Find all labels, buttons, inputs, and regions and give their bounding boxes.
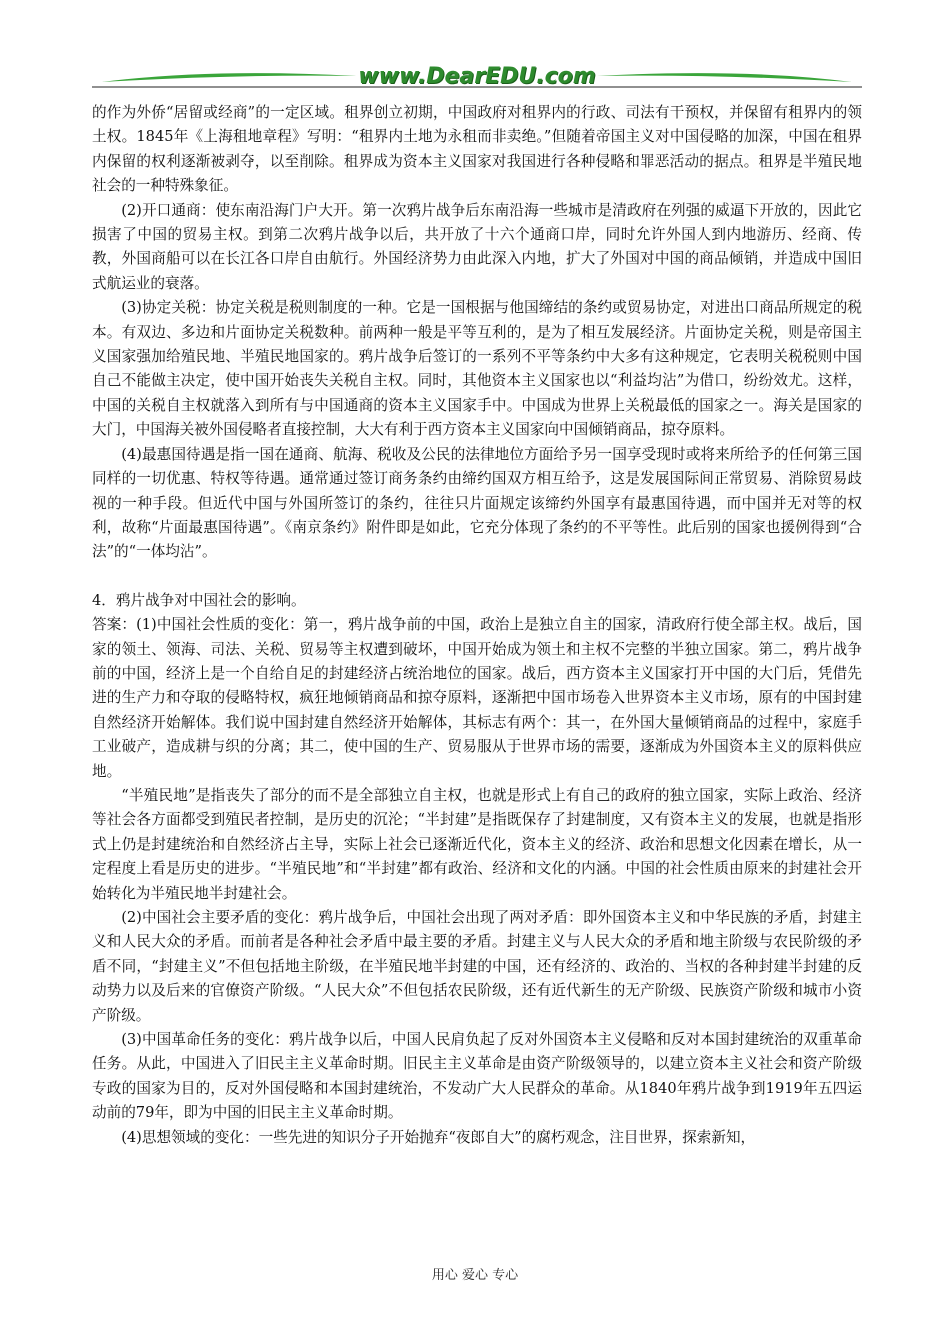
- paragraph-most-favored-nation: (4)最惠国待遇是指一国在通商、航海、税收及公民的法律地位方面给予另一国享受现时或将来所给予的任何第三国同样的一切优惠、特权等待遇。通常通过签订商务条约由缔约国双方相互给予，这是发展国际间正常贸易、消除贸易歧视的一种手段。但近代中国与外国所签订的条约，往往只片面规定该缔约外国享有最惠国待遇，而中国并无对等的权利，故称“片面最惠国待遇”。《南京条约》附件即是如此，它充分体现了条约的不平等性。此后别的国家也援例得到“合法”的“一体均沾”。: [92, 445, 862, 561]
- document-body: [92, 101, 862, 1150]
- page-footer: 用心 爱心 专心: [431, 1268, 519, 1283]
- paragraph-semi-colonial: “半殖民地”是指丧失了部分的而不是全部独立自主权，也就是形式上有自己的政府的独立国家，实际上政治、经济等社会各方面都受到殖民者控制，是历史的沉沦；“半封建”是指既保存了封建制度，又有资本主义的发展，也就是指形式上仍是封建统治和自然经济占主导，实际上社会已逐渐近代化，资本主义的经济、政治和思想文化因素在增长，从一定程度上看是历史的进步。“半殖民地”和“半封建”都有政治、经济和文化的内涵。中国的社会性质由原来的封建社会开始转化为半殖民地半封建社会。: [92, 786, 862, 902]
- paragraph-tariff: (3)协定关税：协定关税是税则制度的一种。它是一国根据与他国缔结的条约或贸易协定，对进出口商品所规定的税本。有双边、多边和片面协定关税数种。前两种一般是平等互利的，是为了相互发展经济。片面协定关税，则是帝国主义国家强加给殖民地、半殖民地国家的。鸦片战争后签订的一系列不平等条约中大多有这种规定，它表明关税税则中国自己不能做主决定，使中国开始丧失关税自主权。同时，其他资本主义国家也以“利益均沾”为借口，纷纷效尤。这样，中国的关税自主权就落入到所有与中国通商的资本主义国家手中。中国成为世界上关税最低的国家之一。海关是国家的大门，中国海关被外国侵略者直接控制，大大有利于西方资本主义国家向中国倾销商品，掠夺原料。: [92, 299, 862, 439]
- paragraph-open-trade: (2)开口通商：使东南沿海门户大开。第一次鸦片战争后东南沿海一些城市是清政府在列强的威逼下开放的，因此它损害了中国的贸易主权。到第二次鸦片战争以后，共开放了十六个通商口岸，同时允许外国人到内地游历、经商、传教，外国商船可以在长江各口岸自由航行。外国经济势力由此深入内地，扩大了外国对中国的商品倾销，并造成中国旧式航运业的衰落。: [92, 201, 862, 292]
- paragraph-revolution-task: (3)中国革命任务的变化：鸦片战争以后，中国人民肩负起了反对外国资本主义侵略和反对本国封建统治的双重革命任务。从此，中国进入了旧民主主义革命时期。旧民主主义革命是由资产阶级领导的，以建立资本主义社会和资产阶级专政的国家为目的，反对外国侵略和本国封建统治，不发动广大人民群众的革命。从1840年鸦片战争到1919年五四运动前的79年，即为中国的旧民主主义革命时期。: [92, 1031, 862, 1122]
- answer-paragraph: 答案：(1)中国社会性质的变化：第一，鸦片战争前的中国，政治上是独立自主的国家，清政府行使全部主权。战后，国家的领土、领海、司法、关税、贸易等主权遭到破坏，中国开始成为领土和主权不完整的半独立国家。第二，鸦片战争前的中国，经济上是一个自给自足的封建经济占统治地位的国家。战后，西方资本主义国家打开中国的大门后，凭借先进的生产力和夺取的侵略特权，疯狂地倾销商品和掠夺原料，逐渐把中国市场卷入世界资本主义市场，原有的中国封建自然经济开始解体。我们说中国封建自然经济开始解体，其标志有两个：其一，在外国大量倾销商品的过程中，家庭手工业破产，造成耕与织的分离；其二，使中国的生产、贸易服从于世界市场的需要，逐渐成为外国资本主义的原料供应地。: [92, 616, 862, 780]
- site-logo[interactable]: www.DearEDU.com: [358, 64, 596, 89]
- site-header: [92, 60, 862, 100]
- spacer: [92, 565, 862, 589]
- paragraph-ideology: (4)思想领域的变化：一些先进的知识分子开始抛弃“夜郎自大”的腐朽观念，注目世界，探索新知，: [121, 1128, 756, 1146]
- paragraph-concession: 的作为外侨“居留或经商”的一定区域。租界创立初期，中国政府对租界内的行政、司法有干预权，并保留有租界内的领土权。1845年《上海租地章程》写明：“租界内土地为永租而非卖绝。”但随着帝国主义对中国侵略的加深，中国在租界内保留的权利逐渐被剥夺，以至削除。租界成为资本主义国家对我国进行各种侵略和罪恶活动的据点。租界是半殖民地社会的一种特殊象征。: [92, 104, 862, 195]
- question-heading: 4．鸦片战争对中国社会的影响。: [92, 591, 306, 609]
- paragraph-main-contradiction: (2)中国社会主要矛盾的变化：鸦片战争后，中国社会出现了两对矛盾：即外国资本主义和中华民族的矛盾，封建主义和人民大众的矛盾。而前者是各种社会矛盾中最主要的矛盾。封建主义与人民大众的矛盾和地主阶级与农民阶级的矛盾不同，“封建主义”不但包括地主阶级，在半殖民地半封建的中国，还有经济的、政治的、当权的各种封建半封建的反动势力以及后来的官僚资产阶级。“人民大众”不但包括农民阶级，还有近代新生的无产阶级、民族资产阶级和城市小资产阶级。: [92, 909, 862, 1024]
